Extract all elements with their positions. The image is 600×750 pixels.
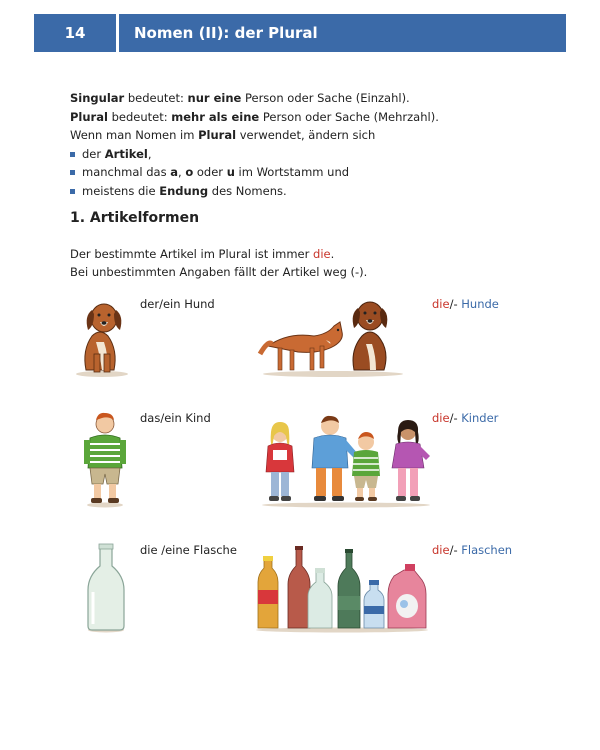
list-item: manchmal das a, o oder u im Wortstamm und (70, 163, 550, 182)
bottles-illustration (254, 544, 430, 634)
bottle-illustration (84, 544, 128, 634)
dog-illustration (72, 296, 134, 378)
singular-label-kind: das/ein Kind (140, 411, 211, 425)
plural-label-kinder: die/- Kinder (432, 411, 499, 425)
dogs-illustration (258, 296, 408, 378)
intro-line-singular: Singular bedeutet: nur eine Person oder Sache (Einzahl). (70, 91, 410, 105)
rule-line-2: Bei unbestimmten Angaben fällt der Artikel weg (-). (70, 265, 368, 279)
page-title: Nomen (II): der Plural (134, 24, 318, 42)
plural-label-flaschen: die/- Flaschen (432, 543, 513, 557)
page-header (34, 14, 566, 52)
intro-line-change: Wenn man Nomen im Plural verwendet, ändern sich (70, 128, 376, 142)
bullet-icon (70, 152, 75, 157)
intro-bullet-list (70, 145, 550, 201)
section-title: 1. Artikelformen (70, 210, 200, 226)
list-item: der Artikel, (70, 145, 550, 164)
page-number: 14 (64, 24, 86, 42)
rule-line-1: Der bestimmte Artikel im Plural ist immer die. (70, 247, 335, 261)
intro-line-plural: Plural bedeutet: mehr als eine Person oder Sache (Mehrzahl). (70, 109, 439, 124)
singular-label-hund: der/ein Hund (140, 297, 215, 311)
singular-label-flasche: die /eine Flasche (140, 543, 237, 557)
intro-text (70, 89, 550, 200)
child-illustration (80, 410, 130, 508)
header-divider (116, 14, 119, 52)
bullet-icon (70, 170, 75, 175)
bullet-icon (70, 189, 75, 194)
list-item: meistens die Endung des Nomens. (70, 182, 550, 201)
rule-text (70, 245, 367, 281)
children-illustration (258, 410, 434, 508)
plural-label-hunde: die/- Hunde (432, 297, 499, 311)
